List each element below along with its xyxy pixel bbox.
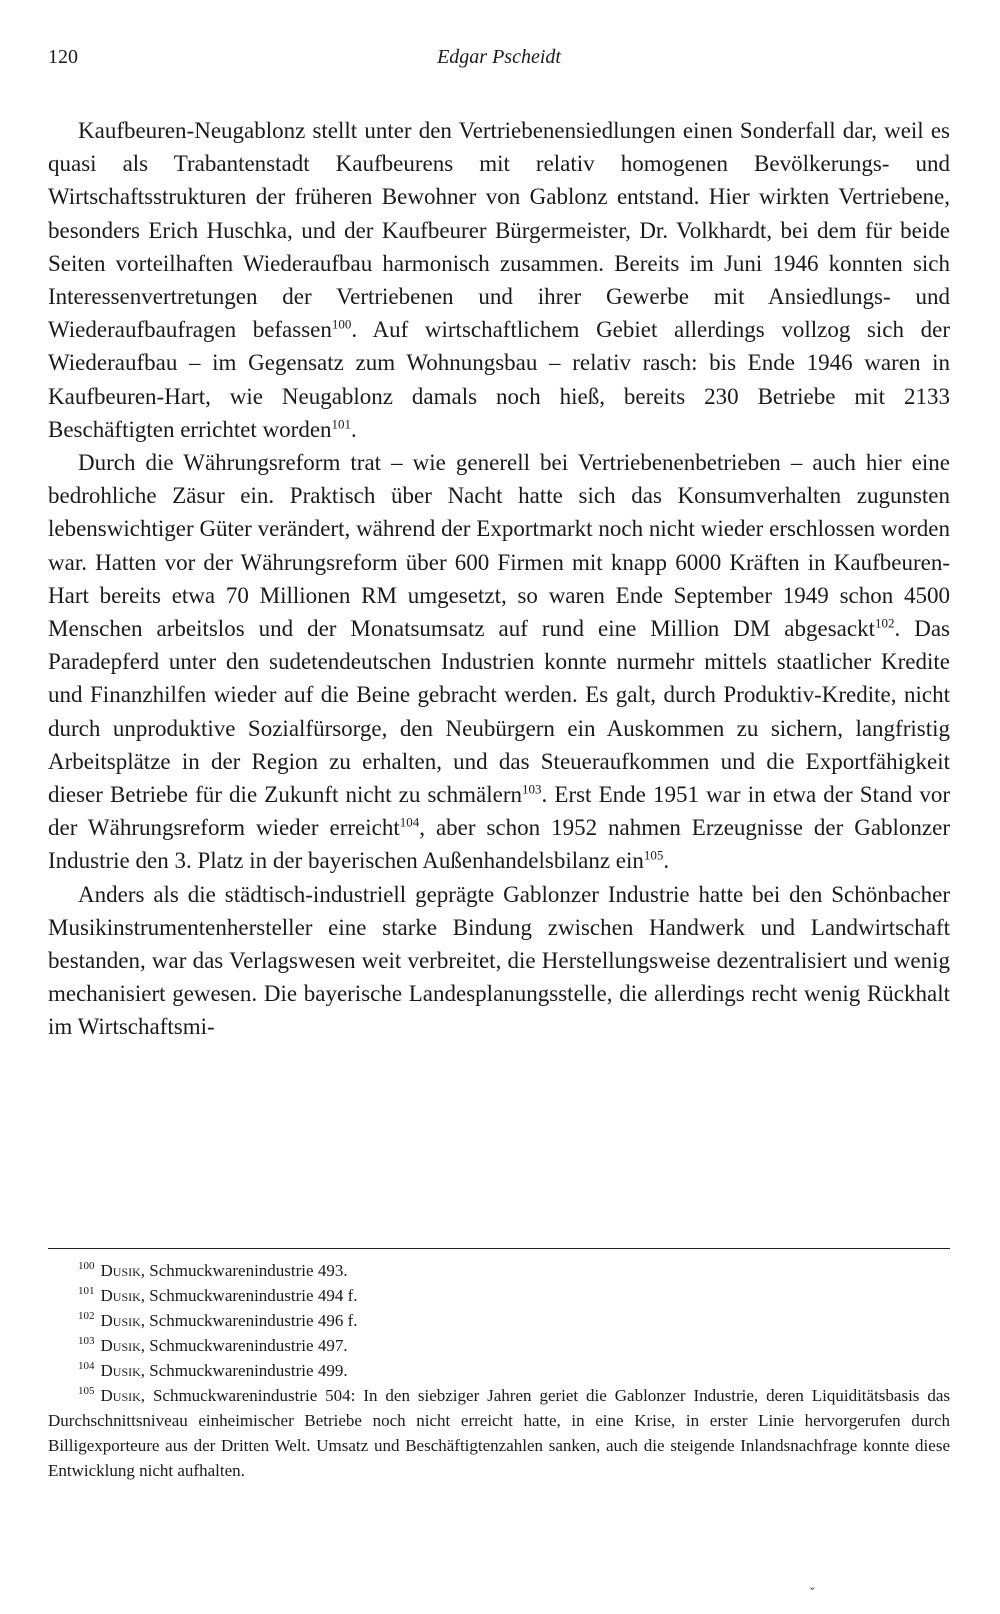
footnote-number: 101 <box>78 1285 95 1298</box>
footnote-indent <box>48 1386 78 1405</box>
footnote-101 <box>48 1283 950 1308</box>
paragraph-3-text: Anders als die städtisch-industriell geprägte Gablonzer Industrie hatte bei den Schönbacher Musikinstrumentenhersteller eine starke Bindung zwischen Handwerk und Landwirtschaft bestanden, war das Verlagswesen weit verbreitet, die Herstellungsweise dezentralisiert und wenig mechanisiert gewesen. Die bayerische Landesplanungsstelle, die allerdings recht wenig Rückhalt im Wirtschaftsmi- <box>48 881 950 1040</box>
footnote-author: Dusik <box>100 1311 141 1330</box>
page-header <box>48 40 950 80</box>
footnote-author: Dusik <box>100 1336 141 1355</box>
footnote-104 <box>48 1358 950 1383</box>
footnote-ref-100: 100 <box>331 316 352 332</box>
paragraph-2 <box>48 446 950 878</box>
running-head-author: Edgar Pscheidt <box>437 46 561 68</box>
footnote-105 <box>48 1383 950 1483</box>
paragraph-2-text-c: . Erst Ende 1951 war in etwa der Stand vor der Währungsreform wieder erreicht <box>48 782 950 841</box>
body-text <box>48 114 950 1044</box>
footnote-number: 102 <box>78 1310 95 1323</box>
footnote-text: , Schmuckwarenindustrie 497. <box>140 1336 348 1355</box>
paragraph-1-text-c: . <box>351 416 357 442</box>
footnote-103 <box>48 1333 950 1358</box>
paragraph-1-text-a: Kaufbeuren-Neugablonz stellt unter den Vertriebenensiedlungen einen Sonderfall dar, weil es quasi als Trabantenstadt Kaufbeurens mit relativ homogenen Bevölkerungs- und Wirtschaftsstrukturen der früheren Bewohner von Gablonz entstand. Hier wirkten Vertriebene, besonders Erich Huschka, und der Kaufbeurer Bürgermeister, Dr. Volkhardt, bei dem für beide Seiten vorteilhaften Wiederaufbau harmonisch zusammen. Bereits im Juni 1946 konnten sich Interessenvertretungen der Vertriebenen und ihrer Gewerbe mit Ansiedlungs- und Wiederaufbaufragen befassen <box>48 118 950 343</box>
footnote-text: , Schmuckwarenindustrie 499. <box>140 1361 348 1380</box>
footnote-author: Dusik <box>100 1386 141 1405</box>
footnote-ref-101: 101 <box>331 416 352 432</box>
footnote-number: 103 <box>78 1335 95 1348</box>
footnote-ref-102: 102 <box>875 615 895 631</box>
footnote-ref-105: 105 <box>643 847 664 863</box>
footnote-divider <box>48 1248 950 1249</box>
footnote-number: 100 <box>78 1260 95 1273</box>
footnote-text: , Schmuckwarenindustrie 493. <box>140 1261 348 1280</box>
paragraph-2-text-a: Durch die Währungsreform trat – wie generell bei Vertriebenenbetrieben – auch hier eine bedrohliche Zäsur ein. Praktisch über Nacht hatte sich das Konsumverhalten zugunsten lebenswichtiger Güter verändert, während der Exportmarkt noch nicht wieder erschlossen worden war. Hatten vor der Währungsreform über 600 Firmen mit knapp 6000 Kräften in Kaufbeuren-Hart bereits etwa 70 Millionen RM umgesetzt, so waren Ende September 1949 schon 4500 Menschen arbeitslos und der Monatsumsatz auf rund eine Million DM abgesackt <box>48 450 950 642</box>
footnote-author: Dusik <box>100 1286 141 1305</box>
footnote-number: 105 <box>78 1385 95 1398</box>
book-page <box>48 40 950 1600</box>
paragraph-2-text-d: , aber schon 1952 nahmen Erzeugnisse der Gablonzer Industrie den 3. Platz in der bayerischen Außenhandelsbilanz ein <box>48 815 950 874</box>
stray-print-mark: ˇ <box>810 1586 815 1601</box>
footnote-ref-104: 104 <box>399 814 420 830</box>
page-number: 120 <box>48 46 78 68</box>
footnote-text: , Schmuckwarenindustrie 494 f. <box>140 1286 358 1305</box>
footnote-author: Dusik <box>100 1361 141 1380</box>
footnote-author: Dusik <box>100 1261 141 1280</box>
paragraph-3 <box>48 878 950 1044</box>
paragraph-2-text-b: . Das Paradepferd unter den sudetendeutschen Industrien konnte nurmehr mittels staatlicher Kredite und Finanzhilfen wieder auf die Beine gebracht werden. Es galt, durch Produktiv-Kredite, nicht durch unproduktive Sozialfürsorge, den Neubürgern ein Auskommen zu sichern, langfristig Arbeitsplätze in der Region zu erhalten, und das Steueraufkommen und die Exportfähigkeit dieser Betriebe für die Zukunft nicht zu schmälern <box>48 616 950 808</box>
paragraph-1 <box>48 114 950 446</box>
footnote-ref-103: 103 <box>522 781 542 797</box>
paragraph-1-text-b: . Auf wirtschaftlichem Gebiet allerdings vollzog sich der Wiederaufbau – im Gegensatz zum Wohnungsbau – relativ rasch: bis Ende 1946 waren in Kaufbeuren-Hart, wie Neugablonz damals noch hieß, bereits 230 Betriebe mit 2133 Beschäftigten errichtet worden <box>48 317 950 442</box>
footnote-text: , Schmuckwarenindustrie 504: In den siebziger Jahren geriet die Gablonzer Industrie, deren Liquiditätsbasis das Durchschnittsniveau einheimischer Betriebe noch nicht erreicht hatte, in eine Krise, in erster Linie hervorgerufen durch Billigexporteure aus der Dritten Welt. Umsatz und Beschäftigtenzahlen sanken, auch die steigende Inlandsnachfrage konnte diese Entwicklung nicht aufhalten. <box>48 1386 950 1480</box>
footnote-102 <box>48 1308 950 1333</box>
footnote-100 <box>48 1258 950 1283</box>
paragraph-2-text-e: . <box>663 848 670 874</box>
footnote-number: 104 <box>78 1360 95 1373</box>
footnotes <box>48 1258 950 1483</box>
footnote-text: , Schmuckwarenindustrie 496 f. <box>140 1311 358 1330</box>
